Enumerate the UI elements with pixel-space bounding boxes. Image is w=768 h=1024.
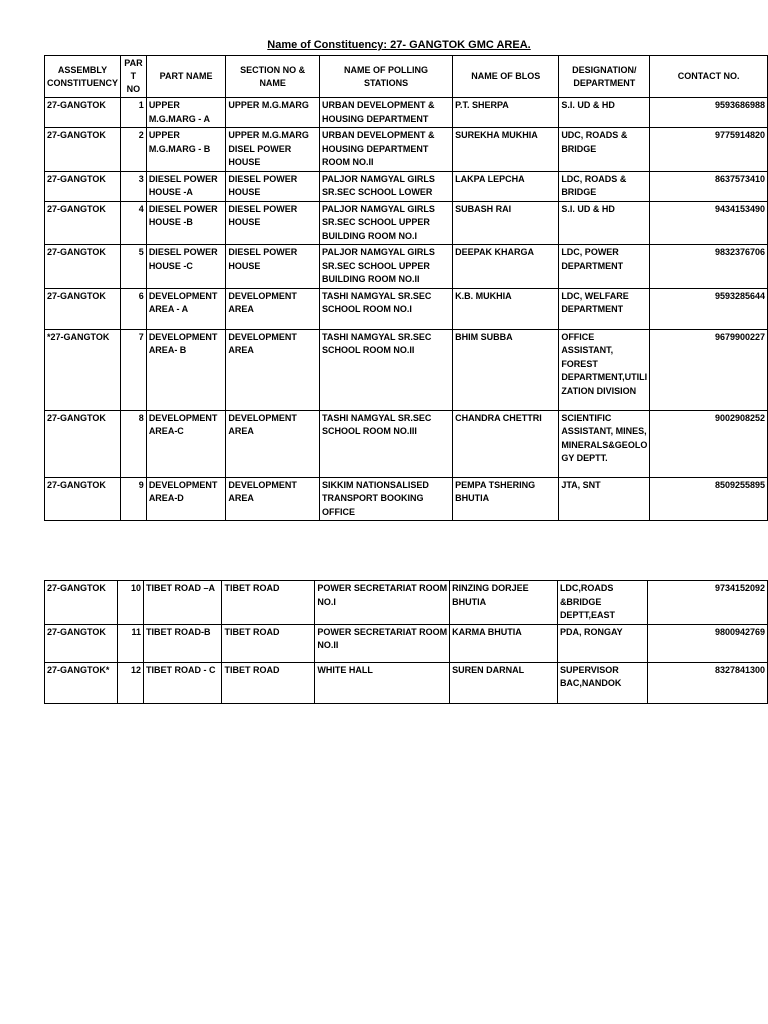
polling-station-cell: SIKKIM NATIONSALISED TRANSPORT BOOKING OFFICE	[319, 477, 452, 521]
assembly-cell: *27-GANGTOK	[45, 329, 121, 410]
part-name-cell: UPPER M.G.MARG - B	[146, 128, 226, 172]
section-cell: DIESEL POWER HOUSE	[226, 245, 320, 289]
part-no-cell: 10	[118, 581, 144, 625]
assembly-cell: 27-GANGTOK	[45, 128, 121, 172]
assembly-cell: 27-GANGTOK	[45, 201, 121, 245]
header-blos: NAME OF BLOS	[453, 56, 559, 98]
blo-name-cell: BHIM SUBBA	[453, 329, 559, 410]
designation-cell: OFFICE ASSISTANT, FOREST DEPARTMENT,UTILI ZATION DIVISION	[559, 329, 650, 410]
polling-stations-table	[44, 55, 768, 521]
designation-cell: SUPERVISOR BAC,NANDOK	[557, 662, 647, 703]
header-part-name: PART NAME	[146, 56, 226, 98]
part-name-cell: DEVELOPMENT AREA - A	[146, 288, 226, 329]
table-row	[45, 662, 768, 703]
polling-station-cell: POWER SECRETARIAT ROOM NO.II	[315, 624, 450, 662]
table-row	[45, 624, 768, 662]
contact-cell: 8637573410	[650, 171, 768, 201]
designation-cell: SCIENTIFIC ASSISTANT, MINES, MINERALS&GEOLO GY DEPTT.	[559, 410, 650, 477]
section-cell: DIESEL POWER HOUSE	[226, 201, 320, 245]
part-name-cell: TIBET ROAD - C	[143, 662, 222, 703]
blo-name-cell: RINZING DORJEE BHUTIA	[450, 581, 558, 625]
part-no-cell: 8	[121, 410, 147, 477]
contact-cell: 9734152092	[648, 581, 768, 625]
designation-cell: UDC, ROADS & BRIDGE	[559, 128, 650, 172]
contact-cell: 9593285644	[650, 288, 768, 329]
table-row	[45, 98, 768, 128]
table-row	[45, 410, 768, 477]
part-no-cell: 7	[121, 329, 147, 410]
polling-station-cell: TASHI NAMGYAL SR.SEC SCHOOL ROOM NO.II	[319, 329, 452, 410]
assembly-cell: 27-GANGTOK*	[45, 662, 118, 703]
section-cell: DEVELOPMENT AREA	[226, 329, 320, 410]
table-row	[45, 329, 768, 410]
contact-cell: 8327841300	[648, 662, 768, 703]
section-cell: DEVELOPMENT AREA	[226, 477, 320, 521]
part-no-cell: 2	[121, 128, 147, 172]
part-name-cell: DEVELOPMENT AREA-C	[146, 410, 226, 477]
blo-name-cell: PEMPA TSHERING BHUTIA	[453, 477, 559, 521]
blo-name-cell: SUREKHA MUKHIA	[453, 128, 559, 172]
contact-cell: 9002908252	[650, 410, 768, 477]
part-name-cell: DIESEL POWER HOUSE -C	[146, 245, 226, 289]
section-cell: TIBET ROAD	[222, 581, 315, 625]
polling-station-cell: PALJOR NAMGYAL GIRLS SR.SEC SCHOOL UPPER BUILDING ROOM NO.II	[319, 245, 452, 289]
contact-cell: 9593686988	[650, 98, 768, 128]
section-cell: TIBET ROAD	[222, 662, 315, 703]
designation-cell: S.I. UD & HD	[559, 201, 650, 245]
blo-name-cell: DEEPAK KHARGA	[453, 245, 559, 289]
blo-name-cell: P.T. SHERPA	[453, 98, 559, 128]
polling-station-cell: URBAN DEVELOPMENT & HOUSING DEPARTMENT	[319, 98, 452, 128]
header-part-no: PAR T NO	[121, 56, 147, 98]
polling-stations-table-continued	[44, 580, 768, 704]
section-cell: DEVELOPMENT AREA	[226, 410, 320, 477]
part-no-cell: 4	[121, 201, 147, 245]
table-row	[45, 171, 768, 201]
section-cell: TIBET ROAD	[222, 624, 315, 662]
part-no-cell: 12	[118, 662, 144, 703]
part-name-cell: TIBET ROAD-B	[143, 624, 222, 662]
table-row	[45, 581, 768, 625]
section-cell: UPPER M.G.MARG	[226, 98, 320, 128]
assembly-cell: 27-GANGTOK	[45, 477, 121, 521]
polling-station-cell: PALJOR NAMGYAL GIRLS SR.SEC SCHOOL LOWER	[319, 171, 452, 201]
part-no-cell: 1	[121, 98, 147, 128]
blo-name-cell: KARMA BHUTIA	[450, 624, 558, 662]
table-row	[45, 128, 768, 172]
header-assembly: ASSEMBLY CONSTITUENCY	[45, 56, 121, 98]
table-row	[45, 245, 768, 289]
designation-cell: LDC,ROADS &BRIDGE DEPTT,EAST	[557, 581, 647, 625]
polling-station-cell: TASHI NAMGYAL SR.SEC SCHOOL ROOM NO.III	[319, 410, 452, 477]
part-name-cell: UPPER M.G.MARG - A	[146, 98, 226, 128]
table-row	[45, 288, 768, 329]
contact-cell: 8509255895	[650, 477, 768, 521]
designation-cell: LDC, POWER DEPARTMENT	[559, 245, 650, 289]
table-row	[45, 477, 768, 521]
designation-cell: LDC, WELFARE DEPARTMENT	[559, 288, 650, 329]
contact-cell: 9832376706	[650, 245, 768, 289]
header-row	[45, 56, 768, 98]
header-contact: CONTACT NO.	[650, 56, 768, 98]
document-title: Name of Constituency: 27- GANGTOK GMC AREA.	[267, 39, 531, 51]
assembly-cell: 27-GANGTOK	[45, 624, 118, 662]
header-polling-station: NAME OF POLLING STATIONS	[319, 56, 452, 98]
blo-name-cell: LAKPA LEPCHA	[453, 171, 559, 201]
blo-name-cell: SUREN DARNAL	[450, 662, 558, 703]
polling-station-cell: POWER SECRETARIAT ROOM NO.I	[315, 581, 450, 625]
assembly-cell: 27-GANGTOK	[45, 245, 121, 289]
part-name-cell: DIESEL POWER HOUSE -A	[146, 171, 226, 201]
polling-station-cell: TASHI NAMGYAL SR.SEC SCHOOL ROOM NO.I	[319, 288, 452, 329]
section-cell: UPPER M.G.MARG DISEL POWER HOUSE	[226, 128, 320, 172]
part-no-cell: 5	[121, 245, 147, 289]
contact-cell: 9800942769	[648, 624, 768, 662]
contact-cell: 9434153490	[650, 201, 768, 245]
part-name-cell: TIBET ROAD –A	[143, 581, 222, 625]
contact-cell: 9679900227	[650, 329, 768, 410]
part-name-cell: DEVELOPMENT AREA- B	[146, 329, 226, 410]
blo-name-cell: SUBASH RAI	[453, 201, 559, 245]
blo-name-cell: K.B. MUKHIA	[453, 288, 559, 329]
part-no-cell: 3	[121, 171, 147, 201]
assembly-cell: 27-GANGTOK	[45, 581, 118, 625]
assembly-cell: 27-GANGTOK	[45, 288, 121, 329]
assembly-cell: 27-GANGTOK	[45, 98, 121, 128]
section-cell: DEVELOPMENT AREA	[226, 288, 320, 329]
designation-cell: S.I. UD & HD	[559, 98, 650, 128]
table-row	[45, 201, 768, 245]
section-cell: DIESEL POWER HOUSE	[226, 171, 320, 201]
designation-cell: PDA, RONGAY	[557, 624, 647, 662]
designation-cell: LDC, ROADS & BRIDGE	[559, 171, 650, 201]
polling-station-cell: WHITE HALL	[315, 662, 450, 703]
header-designation: DESIGNATION/ DEPARTMENT	[559, 56, 650, 98]
designation-cell: JTA, SNT	[559, 477, 650, 521]
part-no-cell: 11	[118, 624, 144, 662]
part-name-cell: DEVELOPMENT AREA-D	[146, 477, 226, 521]
assembly-cell: 27-GANGTOK	[45, 171, 121, 201]
part-name-cell: DIESEL POWER HOUSE -B	[146, 201, 226, 245]
blo-name-cell: CHANDRA CHETTRI	[453, 410, 559, 477]
part-no-cell: 6	[121, 288, 147, 329]
header-section: SECTION NO & NAME	[226, 56, 320, 98]
contact-cell: 9775914820	[650, 128, 768, 172]
part-no-cell: 9	[121, 477, 147, 521]
polling-station-cell: PALJOR NAMGYAL GIRLS SR.SEC SCHOOL UPPER BUILDING ROOM NO.I	[319, 201, 452, 245]
assembly-cell: 27-GANGTOK	[45, 410, 121, 477]
polling-station-cell: URBAN DEVELOPMENT & HOUSING DEPARTMENT ROOM NO.II	[319, 128, 452, 172]
